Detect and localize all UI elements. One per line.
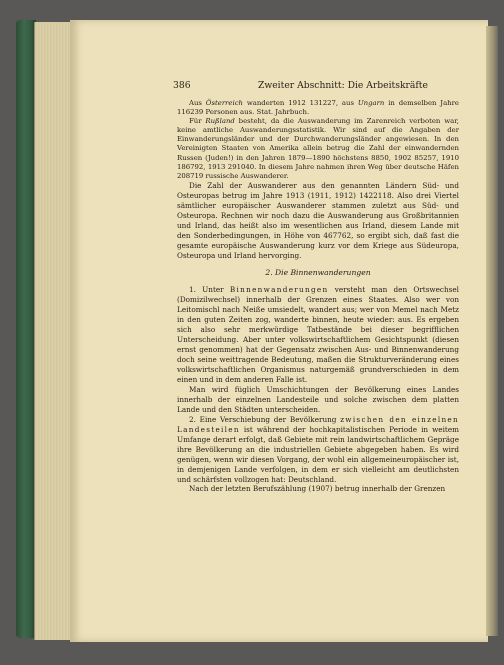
paragraph-text: 2. Eine Verschiebung der Bevölkerung [189,414,341,424]
paragraph-definition [177,285,459,385]
book-spine [16,20,36,638]
section-heading: 2. Die Binnenwanderungen [265,268,371,278]
note-russia [177,117,459,181]
paragraph-emigration-summary: Die Zahl der Auswanderer aus den genannten Ländern Süd- und Osteuropas betrug im Jahre 1913 (1911, 1912) 1422118. Also drei Viertel sämtlicher europäischer Auswanderer stammen zuletzt aus Süd- und Osteuropa. Rechnen wir noch dazu die Auswanderung aus Großbritannien und Irland, das heißt also im wesentlichen aus Irland, diesem Lande mit den Sonderbedingungen, in Höhe von 467762, so ergibt sich, daß fast die gesamte europäische Auswanderung kurz vor dem Kriege aus Südeuropa, Osteuropa und Irland hervorging. [177,180,459,260]
note-text: in demselben Jahre 116239 Personen aus. Stat. Jahrbuch. [177,99,459,117]
running-title: Zweiter Abschnitt: Die Arbeitskräfte [258,80,428,91]
page-number: 386 [173,80,191,91]
page-header [173,80,456,92]
paragraph-text: versteht man den Ortswechsel (Domizilwechsel) innerhalb der Grenzen eines Staates. Also wer von Leitomischl nach Neiße umsiedelt, wandert aus; wer von Memel nach Metz in den guten Zeiten zog, wanderte binnen, heute wieder: aus. Es ergeben sich also sehr merkwürdige Tatbestände bei dieser begrifflichen Unterscheidung. Aber unter volkswirtschaftlichem Gesichtspunkt (diesen ernst genommen) hat der Gegensatz zwischen Aus- und Binnenwanderung doch seine weittragende Bedeutung, maßen die Strukturveränderung eines volkswirtschaftlichen Organismus naturgemäß grundverschieden in dem einen und in dem anderen Falle ist. [177,285,459,384]
note-country: Österreich [205,99,243,107]
note-country: Ungarn [357,99,385,107]
note-austria-hungary [177,99,459,117]
spaced-term: zwischen den einzelnen Landesteilen [177,414,459,434]
note-text: Für [189,117,206,126]
paragraph-classification: Man wird füglich Umschichtungen der Bevölkerung eines Landes innerhalb der einzelnen Landesteile und solche zwischen dem platten Lande und den Städten unterscheiden. [177,384,459,414]
page-edges [34,22,73,640]
statistics-notes [177,99,459,181]
note-text: besteht, da die Auswanderung im Zarenreich verboten war, keine amtliche Auswanderungsstatistik. Wir sind auf die Angaben der Einwanderungsländer und der Durchwanderungsländer angewiesen. In den Vereinigten Staaten von Amerika allein betrug die Zahl der einwandernden Russen (Juden!) in den Jahren 1879—1890 höchstens 8850, 1902 85257, 1910 186792, 1913 291040. In diesem Jahre nahmen ihren Weg über deutsche Häfen 208719 russische Auswanderer. [177,117,459,180]
paragraph-regional-shift [177,415,459,485]
note-text: Aus [189,99,206,107]
paragraph-text: 1. Unter [189,285,230,295]
paragraph-census: Nach der letzten Berufszählung (1907) betrug innerhalb der Grenzen [189,484,446,494]
note-text: wanderten 1912 131227, aus [243,99,358,107]
paragraph-text: ist während der hochkapitalistischen Periode in weitem Umfange derart erfolgt, daß Gebiete mit rein landwirtschaftlichem Gepräge ihre Bevölkerung an die industriellen Gebiete abgegeben haben. Es wird genügen, wenn wir diesen Vorgang, der wohl ein allgemeineuropäischer ist, in demjenigen Lande verfolgen, in dem er sich vielleicht am deutlichsten und schärfsten vollzogen hat: Deutschland. [177,424,459,484]
page-body [177,99,459,494]
spaced-term: Binnenwanderungen [229,285,329,295]
page-right-edge [486,26,498,636]
note-country: Rußland [205,117,235,126]
